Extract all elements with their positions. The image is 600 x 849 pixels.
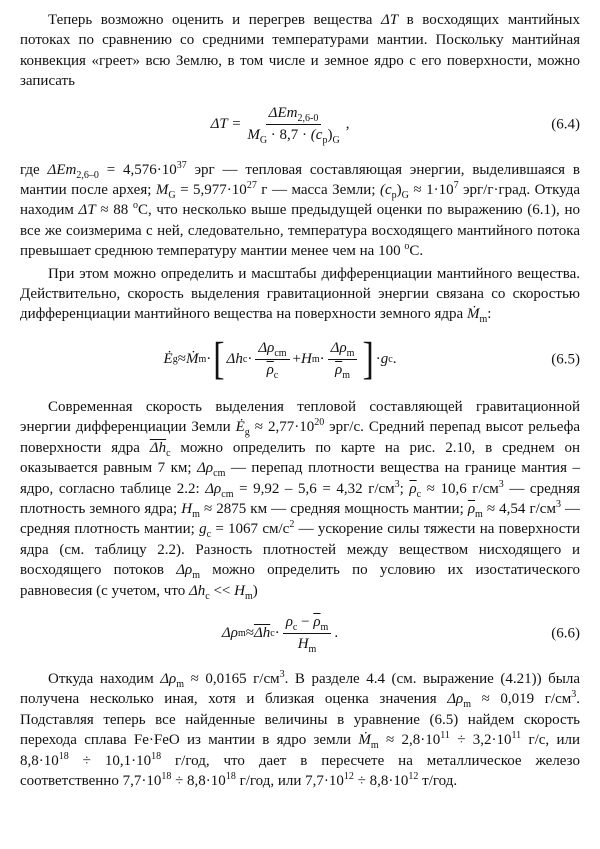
fraction: $\frac{\Delta\rho_{cm}}{\overline{\rho}_c}$: [255, 339, 289, 380]
paragraph-5: Откуда находим $\Delta\rho_m \approx 0,0165$ $г/см^3$. В разделе 4.4 (см. выражение (4.21)) была получена несколько иная, хотя и близкая оценка значения $\Delta\rho_m \approx 0,019$ $г/см^3$. Подставляя теперь все найденные величины в уравнение (6.5) найдем скорость перехода сплава Fe·FeO из мантии в ядро земли Ṁ$_m$ ≈ $2,8\cdot 10^{11} \div 3,2\cdot 10^{11}$ г/с, или $8,8\cdot 10^{18} \div 10,1\cdot 10^{18}$ г/год, что дает в пересчете на металлическое железо соответственно $7,7\cdot 10^{18} \div 8,8\cdot 10^{18}$ г/год, или $7,7\cdot 10^{12} \div 8,8\cdot 10^{12}$ т/год.: [20, 668, 581, 789]
equation-6-4: ΔT = $\frac{\Delta Em_{2,6-0}}{M_G \cdot 8,7 \cdot (c_p)_G}$ , (6.4): [210, 105, 580, 147]
fraction: $\frac{\rho_c - \overline{\rho}_m}{H_m}$: [283, 613, 332, 654]
document-page: [20, 10, 580, 791]
paragraph-2: где $\Delta Em_{2,6-0} = 4,576\cdot 10^{37}$ эрг — тепловая составляющая энергии, выделившаяся в мантии после архея; $M_G = 5,977\cdot 10^{27}$ г — масса Земли; $(c_p)_G \approx 1\cdot 10^7$ эрг/г·град. Откуда находим ΔT ≈ 88 $^o$С, что несколько выше предыдущей оценки по выражению (6.1), но все же соизмерима с ней, следовательно, температура восходящего мантийного потока превышает среднюю температуру мантии менее чем на 100 $^o$С.: [20, 159, 580, 260]
paragraph-1: Теперь возможно оценить и перегрев вещества ΔT в восходящих мантийных потоках по сравнению со средними температурами мантии. Поскольку мантийная конвекция «греет» всю Землю, в том числе и земное ядро с его поверхности, можно записать: [20, 12, 580, 90]
equation-6-5: Ė g ≈ Ṁ m · [ Δh c · $\frac{\Delta\rho_{cm}}{\overline{\rho}_c}$ + H m · $\frac{\Delta\rho_m}{\overline{\rho}_m}$ ] · g c . (6.5): [163, 334, 580, 385]
paragraph-3: При этом можно определить и масштабы дифференциации мантийного вещества. Действительно, скорость выделения гравитационной энергии связана со скоростью дифференциации мантийного вещества на поверхности земного ядра Ṁ$_m$:: [20, 265, 580, 326]
fraction: $\frac{\Delta\rho_m}{\overline{\rho}_m}$: [328, 339, 358, 380]
equation-number: (6.4): [551, 116, 580, 133]
equation-number: (6.6): [551, 625, 580, 642]
equation-number: (6.5): [551, 351, 580, 368]
paragraph-4: Современная скорость выделения тепловой составляющей гравитационной энергии дифференциации Земли $Ė_g \approx 2,77\cdot 10^{20}$ эрг/с. Средний перепад высот рельефа поверхности ядра $\overline{\Delta h}_c$ можно определить по карте на рис. 2.10, в среднем он оказывается равным 7 км; $\Delta\rho_{cm}$ — перепад плотности вещества на границе мантия – ядро, согласно таблице 2.2: $\Delta\rho_{cm} = 9,92 - 5,6 = 4,32$ $г/см^3$; $\overline{\rho}_c \approx 10,6$ $г/см^3$ — средняя плотность земного ядра; $H_m \approx 2875$ км — средняя мощность мантии; $\overline{\rho}_m \approx 4,54$ $г/см^3$ — средняя плотность мантии; $g_c = 1067$ $см/с^2$ — ускорение силы тяжести на поверхности ядра (см. таблицу 2.2). Разность плотностей между веществом нисходящего и восходящего потоков $\Delta\rho_m$ можно определить по условию их изостатического равновесия (с учетом, что $\Delta h_c << H_m$): [20, 398, 581, 602]
equation-6-6: Δρ m ≈ $\overline{\Delta h}$ c · $\frac{\rho_c - \overline{\rho}_m}{H_m}$ . (6.6): [221, 614, 580, 656]
fraction: $\frac{\Delta Em_{2,6-0}}{M_G \cdot 8,7 \cdot (c_p)_G}$: [247, 105, 340, 147]
